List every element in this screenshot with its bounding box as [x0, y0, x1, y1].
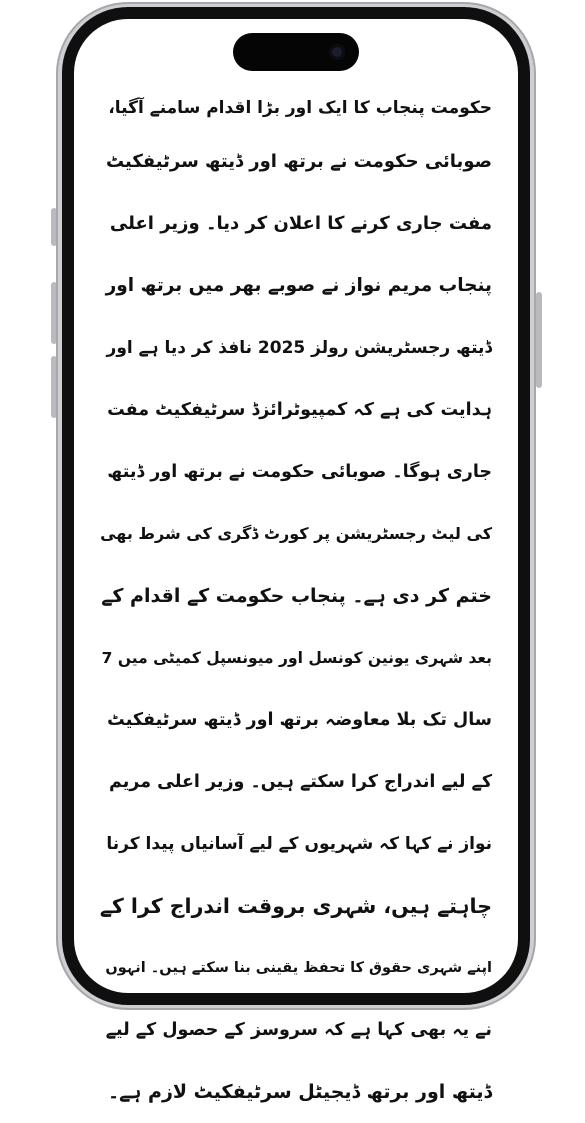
power-button[interactable]: [536, 292, 542, 388]
article-line: ڈیتھ رجسٹریشن رولز 2025 نافذ کر دیا ہے اور: [106, 338, 492, 358]
article-line: سال تک بلا معاوضہ برتھ اور ڈیتھ سرٹیفکیٹ: [107, 710, 492, 730]
article-line: مفت جاری کرنے کا اعلان کر دیا۔ وزیر اعلی: [109, 213, 492, 234]
phone-screen: [74, 19, 518, 1103]
article-line: ختم کر دی ہے۔ پنجاب حکومت کے اقدام کے: [101, 585, 492, 607]
phone-frame: [56, 2, 536, 1103]
article-line: چاہتے ہیں، شہری بروقت اندراج کرا کے: [99, 894, 492, 918]
article-line: نواز نے کہا کہ شہریوں کے لیے آسانیاں پیدا کرنا: [106, 834, 492, 854]
news-article: [100, 85, 492, 1123]
article-line: کی لیٹ رجسٹریشن پر کورٹ ڈگری کی شرط بھی: [100, 524, 492, 543]
article-line: ڈیتھ اور برتھ ڈیجیٹل سرٹیفکیٹ لازم ہے۔: [108, 1081, 492, 1103]
phone-bezel: [62, 7, 530, 1103]
article-line: بعد شہری یونین کونسل اور میونسپل کمیٹی میں 7: [101, 649, 492, 667]
article-line: کے لیے اندراج کرا سکتے ہیں۔ وزیر اعلی مریم: [109, 772, 492, 792]
front-camera-icon: [329, 44, 345, 60]
article-line: حکومت پنجاب کا ایک اور بڑا اقدام سامنے آگیا،: [108, 98, 492, 118]
article-line: جاری ہوگا۔ صوبائی حکومت نے برتھ اور ڈیتھ: [107, 462, 492, 482]
dynamic-island: [233, 33, 359, 71]
article-line: نے یہ بھی کہا ہے کہ سروسز کے حصول کے لیے: [105, 1020, 492, 1040]
article-line: پنجاب مریم نواز نے صوبے بھر میں برتھ اور: [105, 275, 492, 296]
article-line: صوبائی حکومت نے برتھ اور ڈیتھ سرٹیفکیٹ: [105, 151, 492, 172]
article-line: ہدایت کی ہے کہ کمپیوٹرائزڈ سرٹیفکیٹ مفت: [107, 400, 492, 420]
article-line: اپنے شہری حقوق کا تحفظ یقینی بنا سکتے ہیں۔ انہوں: [105, 960, 492, 976]
